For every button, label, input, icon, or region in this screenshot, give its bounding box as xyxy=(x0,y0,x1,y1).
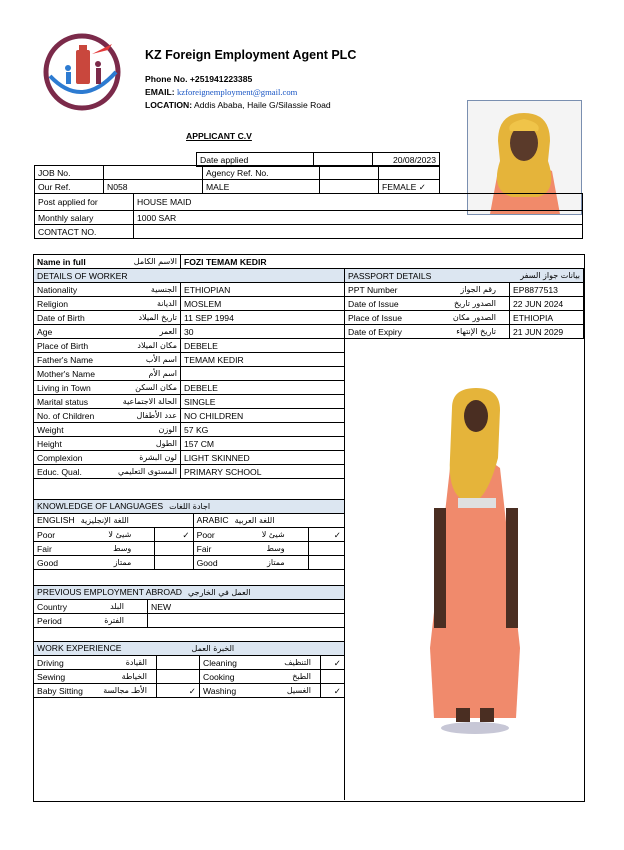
detail-row xyxy=(34,423,345,437)
detail-label: Educ. Qual. المستوى التعليمي xyxy=(34,465,181,479)
en-level-check: ✓ xyxy=(155,528,193,542)
company-email: EMAIL: kzforeignemployment@gmail.com xyxy=(145,87,298,97)
languages-header: KNOWLEDGE OF LANGUAGES اجادة اللغات xyxy=(34,500,345,514)
agency-ref-value xyxy=(379,166,440,180)
applicant-full-body-photo xyxy=(420,388,530,736)
period-value xyxy=(148,614,345,628)
post-label: Post applied for xyxy=(35,194,134,211)
detail-row xyxy=(34,339,345,353)
detail-row xyxy=(34,395,345,409)
passport-value: EP8877513 xyxy=(510,283,584,297)
passport-table xyxy=(344,268,584,339)
detail-row xyxy=(34,311,345,325)
passport-row xyxy=(345,311,584,325)
our-ref-label: Our Ref. xyxy=(35,180,104,194)
email-link[interactable]: kzforeignemployment@gmail.com xyxy=(177,87,298,97)
detail-value: PRIMARY SCHOOL xyxy=(181,465,345,479)
work-check-right xyxy=(321,670,345,684)
detail-value xyxy=(181,367,345,381)
detail-value: LIGHT SKINNED xyxy=(181,451,345,465)
name-label: Name in full الاسم الكامل xyxy=(34,255,181,269)
female-checkmark: ✓ xyxy=(418,181,426,192)
detail-label: Height الطول xyxy=(34,437,181,451)
passport-value: ETHIOPIA xyxy=(510,311,584,325)
detail-value: 57 KG xyxy=(181,423,345,437)
work-skill-left: Baby Sitting الأطـ مجالسة xyxy=(34,684,157,698)
salary-label: Monthly salary xyxy=(35,211,134,225)
passport-label: Date of Expiry تاريخ الإنتهاء xyxy=(345,325,510,339)
language-level-row xyxy=(34,528,345,542)
company-name: KZ Foreign Employment Agent PLC xyxy=(145,48,357,62)
detail-value: 30 xyxy=(181,325,345,339)
name-value: FOZI TEMAM KEDIR xyxy=(181,255,585,269)
detail-row xyxy=(34,325,345,339)
detail-row xyxy=(34,409,345,423)
ar-level-label: Good ممتاز xyxy=(193,556,308,570)
work-check-left: ✓ xyxy=(157,684,200,698)
male-label: MALE xyxy=(203,180,320,194)
detail-value: ETHIOPIAN xyxy=(181,283,345,297)
passport-row xyxy=(345,325,584,339)
detail-label: Religion الديانة xyxy=(34,297,181,311)
passport-row xyxy=(345,297,584,311)
work-skill-right: Cleaning التنظيف xyxy=(200,656,321,670)
job-no-label: JOB No. xyxy=(35,166,104,180)
detail-value: NO CHILDREN xyxy=(181,409,345,423)
detail-label: Weight الوزن xyxy=(34,423,181,437)
ar-level-check xyxy=(308,556,344,570)
company-logo xyxy=(42,32,122,112)
detail-value: 11 SEP 1994 xyxy=(181,311,345,325)
work-check-right: ✓ xyxy=(321,656,345,670)
detail-row xyxy=(34,297,345,311)
detail-label: Marital status الحالة الاجتماعية xyxy=(34,395,181,409)
arabic-heading: ARABIC اللغة العربية xyxy=(193,514,344,528)
male-check xyxy=(320,180,379,194)
detail-label: No. of Children عدد الأطفال xyxy=(34,409,181,423)
company-location: LOCATION: Addis Ababa, Haile G/Silassie Road xyxy=(145,100,331,110)
work-skill-left: Driving القيادة xyxy=(34,656,157,670)
passport-header: PASSPORT DETAILS بيانات جواز السفر xyxy=(345,269,584,283)
detail-row xyxy=(34,353,345,367)
job-no-value xyxy=(104,166,203,180)
language-level-row xyxy=(34,556,345,570)
en-level-label: Fair وسط xyxy=(34,542,155,556)
en-level-label: Good ممتاز xyxy=(34,556,155,570)
previous-header: PREVIOUS EMPLOYMENT ABROAD العمل في الخارجي xyxy=(34,586,345,600)
agency-ref-label: Agency Ref. No. xyxy=(203,166,320,180)
date-applied-label: Date applied xyxy=(197,153,314,167)
document-title: APPLICANT C.V xyxy=(186,131,252,141)
ar-level-label: Fair وسط xyxy=(193,542,308,556)
passport-value: 22 JUN 2024 xyxy=(510,297,584,311)
language-level-row xyxy=(34,542,345,556)
name-table xyxy=(33,254,585,269)
detail-value: DEBELE xyxy=(181,339,345,353)
languages-table xyxy=(33,499,345,570)
detail-row xyxy=(34,465,345,479)
en-level-label: Poor شيئ لا xyxy=(34,528,155,542)
ar-level-check: ✓ xyxy=(308,528,344,542)
salary-value: 1000 SAR xyxy=(134,211,583,225)
detail-label: Mother's Name اسم الأم xyxy=(34,367,181,381)
agency-ref-blank xyxy=(320,166,379,180)
detail-label: Father's Name اسم الأب xyxy=(34,353,181,367)
ar-level-label: Poor شيئ لا xyxy=(193,528,308,542)
reference-table xyxy=(34,165,440,194)
detail-value: SINGLE xyxy=(181,395,345,409)
contact-value xyxy=(134,225,583,239)
work-check-left xyxy=(157,656,200,670)
details-header: DETAILS OF WORKER xyxy=(34,269,345,283)
company-phone: Phone No. +251941223385 xyxy=(145,74,253,84)
country-label: Country البلد xyxy=(34,600,148,614)
detail-row xyxy=(34,367,345,381)
detail-value: DEBELE xyxy=(181,381,345,395)
work-skill-left: Sewing الخياطة xyxy=(34,670,157,684)
detail-value: TEMAM KEDIR xyxy=(181,353,345,367)
post-value: HOUSE MAID xyxy=(134,194,583,211)
detail-row xyxy=(34,451,345,465)
post-table xyxy=(34,193,583,239)
work-experience-table xyxy=(33,641,345,698)
contact-label: CONTACT NO. xyxy=(35,225,134,239)
country-value: NEW xyxy=(148,600,345,614)
work-skill-right: Washing الغسيل xyxy=(200,684,321,698)
work-row xyxy=(34,684,345,698)
work-skill-right: Cooking الطبخ xyxy=(200,670,321,684)
passport-label: Place of Issue الصدور مكان xyxy=(345,311,510,325)
detail-value: 157 CM xyxy=(181,437,345,451)
passport-row xyxy=(345,283,584,297)
female-cell: FEMALE ✓ xyxy=(379,180,440,194)
detail-label: Nationality الجنسية xyxy=(34,283,181,297)
work-row xyxy=(34,670,345,684)
our-ref-value: N058 xyxy=(104,180,203,194)
work-check-right: ✓ xyxy=(321,684,345,698)
ar-level-check xyxy=(308,542,344,556)
detail-label: Complexion لون البشرة xyxy=(34,451,181,465)
date-applied-value: 20/08/2023 xyxy=(373,153,440,167)
en-level-check xyxy=(155,542,193,556)
detail-label: Place of Birth مكان الميلاد xyxy=(34,339,181,353)
work-check-left xyxy=(157,670,200,684)
detail-row xyxy=(34,381,345,395)
passport-label: Date of Issue الصدور تاريخ xyxy=(345,297,510,311)
work-row xyxy=(34,656,345,670)
detail-value: MOSLEM xyxy=(181,297,345,311)
english-heading: ENGLISH اللغة الإنجليزية xyxy=(34,514,194,528)
passport-value: 21 JUN 2029 xyxy=(510,325,584,339)
en-level-check xyxy=(155,556,193,570)
detail-row xyxy=(34,437,345,451)
detail-label: Living in Town مكان السكن xyxy=(34,381,181,395)
work-header: WORK EXPERIENCE الخبرة العمل xyxy=(34,642,345,656)
passport-label: PPT Number رقم الجواز xyxy=(345,283,510,297)
detail-row xyxy=(34,283,345,297)
detail-label: Date of Birth تاريخ الميلاد xyxy=(34,311,181,325)
previous-employment-table xyxy=(33,585,345,628)
period-label: Period الفترة xyxy=(34,614,148,628)
worker-details-table xyxy=(33,268,345,479)
detail-label: Age العمر xyxy=(34,325,181,339)
